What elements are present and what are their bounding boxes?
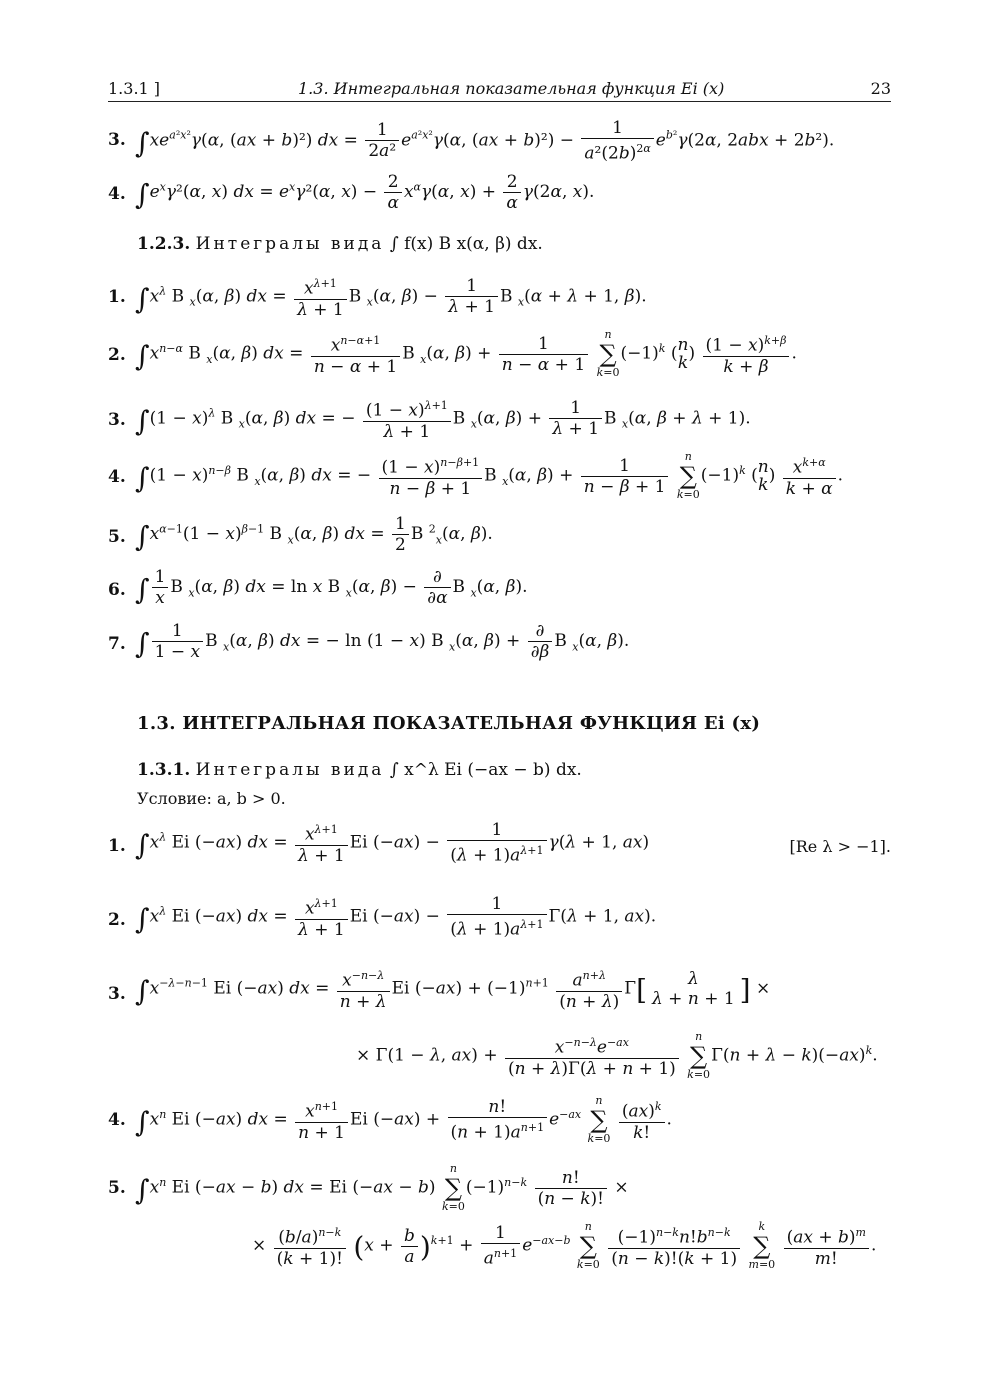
subsection-label: Интегралы вида — [195, 234, 385, 254]
equation-number: 7. — [108, 634, 126, 654]
equation: $\int xe^{a^2x^2}\gamma(\alpha$, (ax + b)²) dx = $\frac{1}{\text{2a²}}$ $e^{a^2x^2}\gamma(\alpha$, (ax + b)²) − $\frac{1}{a^2(2b)^{2\alpha}}$ $e^{b^2}\gamma(2\alpha$, 2abx + 2b²). — [135, 118, 835, 164]
header-section-ref: 1.3.1 ] — [108, 79, 161, 98]
subsection-formula: ∫ x^λ Ei (−ax − b) dx. — [389, 760, 582, 780]
equation: $\int x^{-\lambda-n-1}$ Ei (−ax) dx = $\frac{x^{-n-\lambda}}{n + \lambda}$ Ei $(-ax) + (-1)^{n+1}$ $\frac{a^{n+\lambda}}{(n + \lambda)}$ Γ[ λ λ + n + 1 ] × — [135, 966, 770, 1012]
equation: $\int x^n$ Ei (−ax) dx = $\frac{x^{n+1}}{n + 1}$ Ei (−ax) + $\frac{n!}{(n + 1)a^{n+1}}$ $e^{-ax}$ n ∑ k=0 $\frac{(ax)^k}{k!}$ . — [135, 1094, 672, 1145]
equation-number: 2. — [108, 345, 126, 365]
equation: $\int(1 - x)^\lambda$ B $_x$(α, β) dx = − $\frac{(1 - x)^{\lambda+1}}{\lambda + 1}$ B $_x$(α, β) + $\frac{1}{\lambda + 1}$ B $_x$(α, β + λ + 1). — [135, 396, 751, 442]
equation-number: 3. — [108, 130, 126, 150]
equation-number: 1. — [108, 287, 126, 307]
equation-number: 4. — [108, 184, 126, 204]
subsection-heading — [137, 234, 543, 254]
equation-number: 4. — [108, 1110, 126, 1130]
equation-number: 5. — [108, 1178, 126, 1198]
equation: $\int x^{n-\alpha}$ B $_x$(α, β) dx = $\frac{x^{n-\alpha+1}}{n - \alpha + 1}$ B $_x$(α, β) + $\frac{1}{n - \alpha + 1}$ n ∑ k=0 $(-1)^k$ (n k) $\frac{(1 - x)^{k+\beta}}{k + \beta}$ . — [135, 328, 797, 379]
equation: $\int e^x\gamma^2(\alpha$, x) dx = $e^x\gamma^2(\alpha$, x) − $\frac{2}{\alpha}$ $x^\alpha\gamma(\alpha$, x) + $\frac{2}{\alpha}$ γ(2α, x). — [135, 172, 595, 213]
equation-condition: [Re λ > −1]. — [789, 837, 891, 856]
equation-number: 3. — [108, 410, 126, 430]
header-title: 1.3. Интегральная показательная функция Ei (x) — [298, 79, 725, 98]
equation: $\int x^\lambda$ Ei (−ax) dx = $\frac{x^{\lambda+1}}{\lambda + 1}$ Ei (−ax) − $\frac{1}{(\lambda + 1)a^{\lambda+1}}$ γ(λ + 1, ax) — [135, 820, 650, 866]
equation: $\int x^{\alpha-1}(1 - x)^{\beta-1}$ B $_x$(α, β) dx = $\frac{1}{2}$ B $^2_x$(α, β). — [135, 514, 493, 555]
subsection-heading — [137, 760, 582, 780]
equation-number: 2. — [108, 910, 126, 930]
equation: $\int x^\lambda$ B $_x$(α, β) dx = $\frac{x^{\lambda+1}}{\lambda + 1}$ B $_x$(α, β) − $\frac{1}{\lambda + 1}$ B $_x$(α + λ + 1, β). — [135, 274, 647, 320]
subsection-formula: ∫ f(x) B x(α, β) dx. — [389, 234, 543, 254]
equation: $\int(1 - x)^{n-\beta}$ B $_x$(α, β) dx = − $\frac{(1 - x)^{n-\beta+1}}{n - \beta + 1}$ B $_x$(α, β) + $\frac{1}{n - \beta + 1}$ n ∑ k=0 $(-1)^k$ (n k) $\frac{x^{k+\alpha}}{k + \alpha}$ . — [135, 450, 844, 501]
page-number: 23 — [870, 79, 891, 98]
page-header — [108, 79, 891, 102]
equation-number: 6. — [108, 580, 126, 600]
equation-number: 4. — [108, 467, 126, 487]
condition-text: Условие: a, b > 0. — [137, 789, 286, 808]
equation: ∫ $\frac{1}{x}$ B $_x$(α, β) dx = ln x B $_x$(α, β) − $\frac{\partial}{\partial\alpha}$ B $_x$(α, β). — [135, 567, 528, 608]
equation-continuation: × $\frac{(b/a)^{n-k}}{(k + 1)!}$ (x + $\frac{b}{a}$ )$^{k+1}$ + $\frac{1}{a^{n+1}}$ $e^{-ax-b}$ n ∑ k=0 $\frac{(-1)^{n-k}n!b^{n-k}}{(n - k)!(k + 1)}$ k ∑ m=0 $\frac{(ax + b)^m}{m!}$ . — [252, 1220, 877, 1271]
equation: ∫ $\frac{1}{1 - x}$ B $_x$(α, β) dx = − ln (1 − x) B $_x$(α, β) + $\frac{\partial}{\partial\beta}$ B $_x$(α, β). — [135, 621, 630, 662]
section-title: 1.3. ИНТЕГРАЛЬНАЯ ПОКАЗАТЕЛЬНАЯ ФУНКЦИЯ Ei (x) — [137, 713, 761, 734]
equation-number: 3. — [108, 984, 126, 1004]
subsection-label: Интегралы вида — [195, 760, 385, 780]
equation: $\int x^n$ Ei (−ax − b) dx = Ei (−ax − b) n ∑ k=0 $(-1)^{n-k}$ $\frac{n!}{(n - k)!}$ × — [135, 1162, 629, 1213]
subsection-number: 1.3.1. — [137, 760, 191, 780]
equation-continuation: × Γ(1 − λ, ax) + $\frac{x^{-n-\lambda}e^{-ax}}{(n + \lambda)\Gamma(\lambda + n + 1)}$ n ∑ k=0 $\Gamma(n + \lambda - k)(-ax)^k$. — [356, 1030, 878, 1081]
equation: $\int x^\lambda$ Ei (−ax) dx = $\frac{x^{\lambda+1}}{\lambda + 1}$ Ei (−ax) − $\frac{1}{(\lambda + 1)a^{\lambda+1}}$ Γ(λ + 1, ax). — [135, 894, 657, 940]
equation-number: 5. — [108, 527, 126, 547]
equation-number: 1. — [108, 836, 126, 856]
subsection-number: 1.2.3. — [137, 234, 191, 254]
